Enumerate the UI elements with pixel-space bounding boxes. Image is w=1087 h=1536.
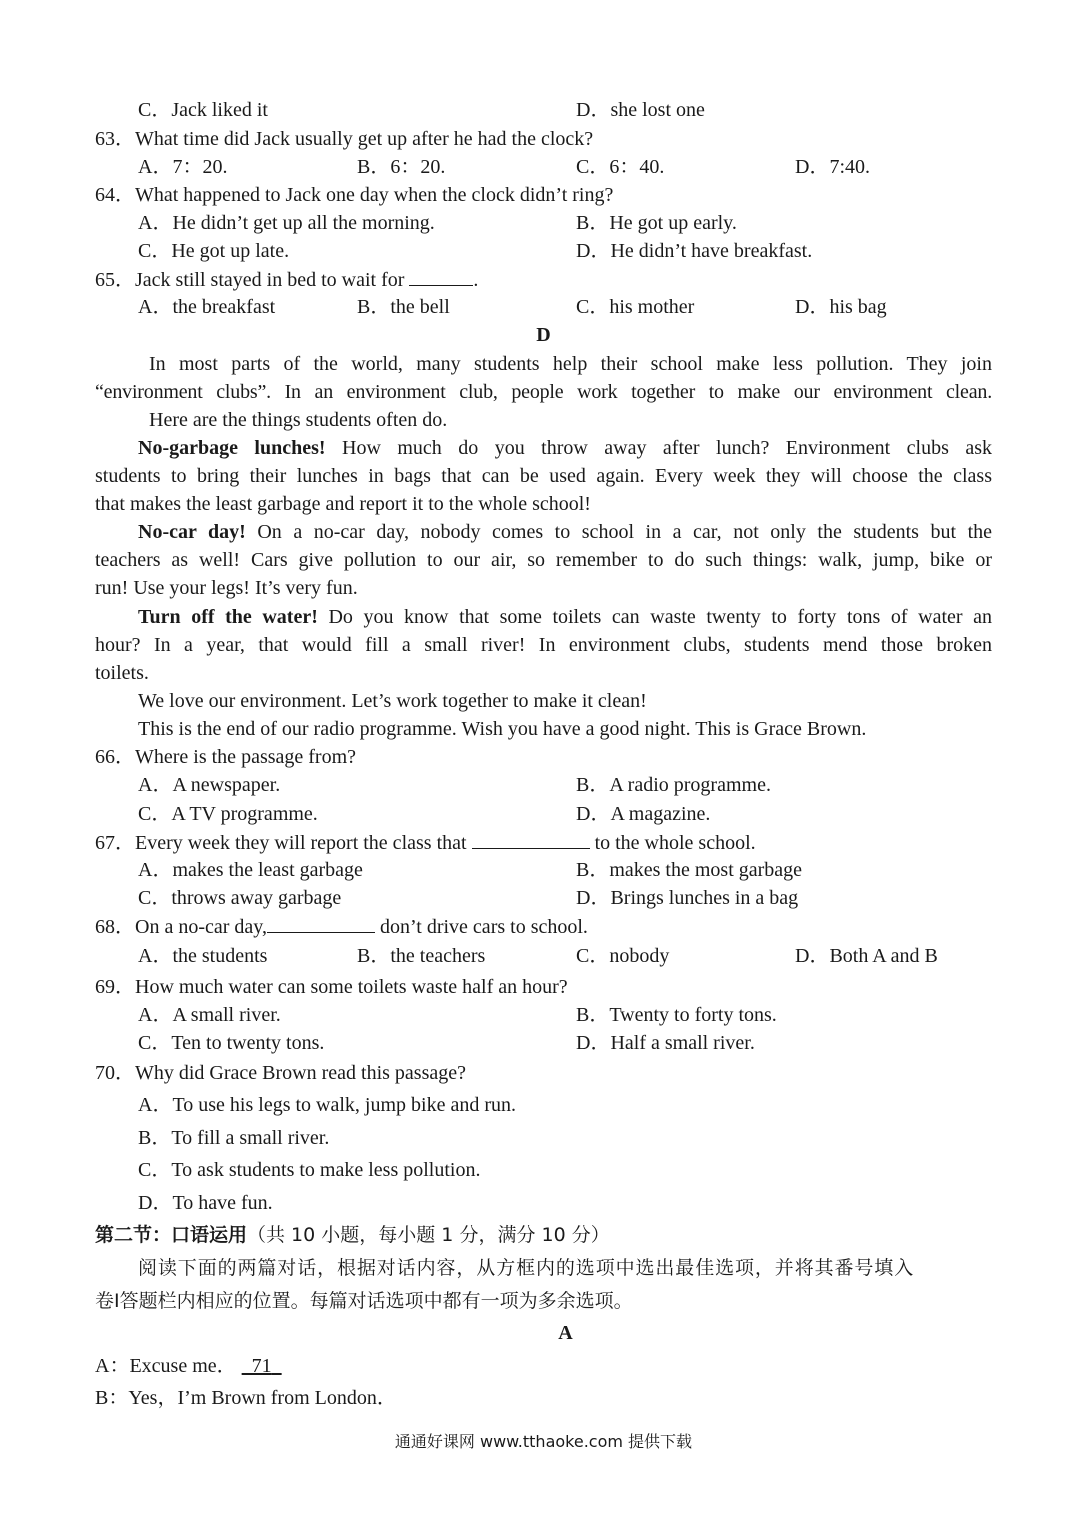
passage-p4-line1	[138, 520, 992, 544]
q64-option-c: C．He got up late.	[138, 240, 290, 262]
q68-option-a: A．the students	[138, 945, 268, 967]
q67-stem	[95, 830, 756, 855]
passage-p4-text1: On a no-car day, nobody comes to school in a car, not only the students but the	[245, 521, 993, 543]
q62-option-d: D．she lost one	[576, 99, 705, 121]
passage-p1-line2: “environment clubs”. In an environment club, people work together to make our environment clean.	[95, 381, 992, 403]
q65-stem	[95, 267, 478, 292]
q68-stem-end: don’t drive cars to school.	[379, 916, 588, 938]
q67-option-b: B．makes the most garbage	[576, 859, 803, 881]
passage-p5-line3: toilets.	[95, 662, 149, 684]
q63-option-c: C．6：40.	[576, 156, 665, 178]
dialog-a-line-b: B：Yes，I’m Brown from London．	[95, 1387, 397, 1409]
q69-option-b: B．Twenty to forty tons.	[576, 1004, 777, 1026]
heading-turn-off-the-water: Turn off the water!	[138, 606, 318, 628]
dialog-a-title: A	[558, 1322, 573, 1344]
q64-option-b: B．He got up early.	[576, 212, 737, 234]
q64-option-a: A．He didn’t get up all the morning.	[138, 212, 435, 234]
blank-71-tail	[272, 1355, 282, 1377]
q68-answer-blank	[267, 914, 375, 933]
passage-p6: We love our environment. Let’s work together to make it clean!	[138, 690, 647, 712]
q68-option-d: D．Both A and B	[795, 945, 938, 967]
q63-option-a: A．7：20.	[138, 156, 228, 178]
dialog-a-line-a	[95, 1354, 282, 1378]
q66-option-c: C．A TV programme.	[138, 803, 318, 825]
q66-option-b: B．A radio programme.	[576, 774, 771, 796]
q67-stem-end: to the whole school.	[594, 832, 756, 854]
speaker-a-text: A：Excuse me．	[95, 1355, 237, 1377]
blank-71: 71	[241, 1355, 272, 1377]
q66-option-a: A．A newspaper.	[138, 774, 281, 796]
passage-p3-line3: that makes the least garbage and report it to the whole school!	[95, 493, 591, 515]
q70-option-c: C．To ask students to make less pollution.	[138, 1159, 481, 1181]
q65-option-b: B．the bell	[357, 296, 450, 318]
q70-stem: 70．Why did Grace Brown read this passage?	[95, 1062, 466, 1084]
q63-option-d: D．7:40.	[795, 156, 870, 178]
passage-p7: This is the end of our radio programme. Wish you have a good night. This is Grace Brown.	[138, 718, 867, 740]
q69-stem: 69．How much water can some toilets waste half an hour?	[95, 976, 568, 998]
part2-title: 第二节：口语运用	[95, 1224, 248, 1246]
q65-stem-text: 65．Jack still stayed in bed to wait for	[95, 269, 405, 291]
part2-instructions-line1: 阅读下面的两篇对话，根据对话内容，从方框内的选项中选出最佳选项，并将其番号填入	[138, 1257, 915, 1279]
section-d-title: D	[536, 324, 551, 346]
q67-option-d: D．Brings lunches in a bag	[576, 887, 799, 909]
q68-option-c: C．nobody	[576, 945, 670, 967]
passage-p3-line1	[138, 436, 992, 460]
q62-option-c: C．Jack liked it	[138, 99, 268, 121]
footer-source: 通通好课网 www.tthaoke.com 提供下载	[394, 1432, 693, 1451]
q66-stem: 66．Where is the passage from?	[95, 746, 357, 768]
passage-p3-line2: students to bring their lunches in bags that can be used again. Every week they will choose the class	[95, 465, 992, 487]
q67-option-c: C．throws away garbage	[138, 887, 342, 909]
q67-stem-text: 67．Every week they will report the class that	[95, 832, 467, 854]
q63-option-b: B．6：20.	[357, 156, 446, 178]
passage-p4-line2: teachers as well! Cars give pollution to our air, so remember to do such things: walk, jump, bike or	[95, 549, 992, 571]
q68-option-b: B．the teachers	[357, 945, 486, 967]
part2-heading	[95, 1223, 610, 1247]
q64-option-d: D．He didn’t have breakfast.	[576, 240, 813, 262]
passage-p3-text1: How much do you throw away after lunch? Environment clubs ask	[325, 437, 992, 459]
heading-no-car-day: No-car day!	[138, 521, 246, 543]
q69-option-a: A．A small river.	[138, 1004, 281, 1026]
heading-no-garbage-lunches: No-garbage lunches!	[138, 437, 326, 459]
q69-option-d: D．Half a small river.	[576, 1032, 755, 1054]
q68-stem	[95, 914, 588, 939]
passage-p5-line1	[138, 605, 992, 629]
q65-option-c: C．his mother	[576, 296, 695, 318]
passage-p5-text1: Do you know that some toilets can waste twenty to forty tons of water an	[317, 606, 993, 628]
q66-option-d: D．A magazine.	[576, 803, 711, 825]
passage-p1-line1: In most parts of the world, many students help their school make less pollution. They join	[149, 353, 992, 375]
passage-p5-line2: hour? In a year, that would fill a small river! In environment clubs, students mend those broken	[95, 634, 992, 656]
q68-stem-text: 68．On a no-car day,	[95, 916, 267, 938]
q63-stem: 63．What time did Jack usually get up after he had the clock?	[95, 128, 594, 150]
q65-option-a: A．the breakfast	[138, 296, 276, 318]
q65-answer-blank	[409, 267, 473, 286]
q64-stem: 64．What happened to Jack one day when the clock didn’t ring?	[95, 184, 614, 206]
q70-option-d: D．To have fun.	[138, 1192, 273, 1214]
passage-p4-line3: run! Use your legs! It’s very fun.	[95, 577, 358, 599]
q67-option-a: A．makes the least garbage	[138, 859, 363, 881]
q69-option-c: C．Ten to twenty tons.	[138, 1032, 325, 1054]
passage-p2: Here are the things students often do.	[149, 409, 448, 431]
q65-option-d: D．his bag	[795, 296, 887, 318]
q67-answer-blank	[472, 830, 590, 849]
q70-option-a: A．To use his legs to walk, jump bike and run.	[138, 1094, 516, 1116]
q70-option-b: B．To fill a small river.	[138, 1127, 330, 1149]
part2-instructions-line2: 卷Ⅰ答题栏内相应的位置。每篇对话选项中都有一项为多余选项。	[95, 1290, 633, 1312]
q65-stem-end: .	[473, 269, 479, 291]
part2-scoring: （共 10 小题，每小题 1 分，满分 10 分）	[247, 1224, 610, 1246]
